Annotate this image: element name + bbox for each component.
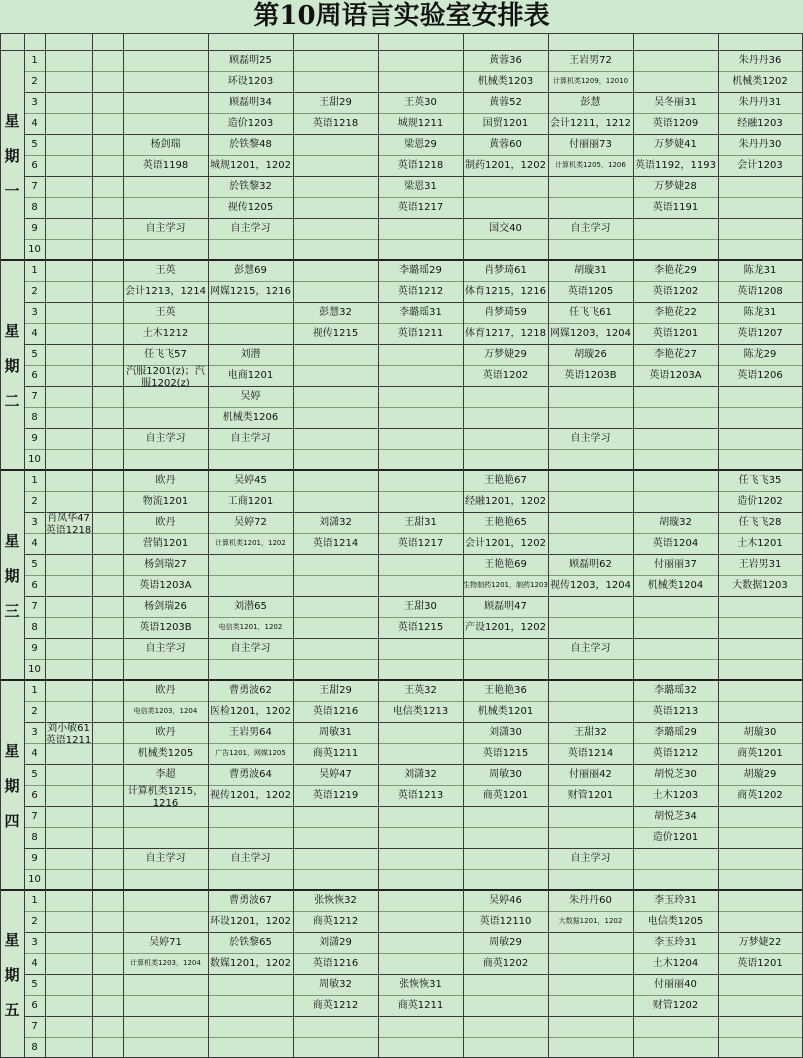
day-label-char: 期 (4, 146, 20, 165)
schedule-cell: 财管1201 (567, 790, 614, 801)
day-label-char: 星 (4, 531, 20, 550)
schedule-cell: 电信类1203，1204 (133, 707, 198, 715)
grid-line (92, 33, 93, 1057)
schedule-cell: 英语1207 (737, 328, 783, 339)
schedule-cell: 刘潜 (240, 349, 261, 360)
day-label-char: 星 (4, 321, 20, 340)
schedule-cell: 万梦婕41 (654, 139, 697, 150)
period-number: 6 (31, 370, 38, 381)
schedule-cell: 英语1203B (564, 370, 617, 381)
schedule-cell: 英语1216 (312, 958, 359, 969)
schedule-cell: 制药1201，1202 (465, 160, 546, 171)
schedule-cell: 王艳艳69 (484, 559, 527, 570)
schedule-cell: 英语1209 (652, 118, 699, 129)
schedule-cell: 会计1201，1202 (465, 538, 546, 549)
schedule-cell: 会计1211，1212 (550, 118, 631, 129)
schedule-cell: 王甜29 (319, 97, 352, 108)
schedule-cell: 体育1217，1218 (465, 328, 546, 339)
period-number: 2 (31, 286, 38, 297)
period-number: 7 (31, 601, 38, 612)
period-number: 8 (31, 832, 38, 843)
grid-line (24, 869, 803, 870)
schedule-cell: 曹勇波67 (229, 895, 272, 906)
schedule-cell: 英语1212 (652, 748, 699, 759)
schedule-cell: 王甜31 (404, 517, 437, 528)
schedule-cell: 王艳艳65 (484, 517, 527, 528)
schedule-cell: 王英 (155, 265, 176, 276)
period-number: 10 (28, 664, 41, 675)
schedule-cell: 陈龙31 (743, 307, 777, 318)
day-label (0, 680, 24, 890)
day-label-char: 三 (4, 601, 20, 620)
schedule-cell: 胡悦芝30 (654, 769, 697, 780)
schedule-cell: 黄蓉36 (489, 55, 522, 66)
period-number: 6 (31, 790, 38, 801)
schedule-cell: 会计1213，1214 (125, 286, 206, 297)
schedule-cell: 网媒1215，1216 (210, 286, 291, 297)
schedule-cell: 英语1216 (312, 706, 359, 717)
period-number: 2 (31, 76, 38, 87)
schedule-cell: 英语1218 (397, 160, 444, 171)
schedule-cell: 视传1205 (227, 202, 274, 213)
schedule-cell: 体育1215，1216 (465, 286, 546, 297)
period-number: 9 (31, 853, 38, 864)
grid-line (0, 33, 803, 34)
grid-line (24, 71, 803, 72)
period-number: 8 (31, 1042, 38, 1053)
schedule-cell: 国交40 (489, 223, 522, 234)
period-number: 3 (31, 937, 38, 948)
schedule-cell: 欧丹 (155, 517, 176, 528)
day-label-char: 星 (4, 111, 20, 130)
schedule-cell: 自主学习 (145, 853, 186, 864)
schedule-cell: 电商1201 (227, 370, 274, 381)
period-number: 5 (31, 769, 38, 780)
schedule-cell: 付丽丽40 (654, 979, 697, 990)
period-number: 5 (31, 979, 38, 990)
schedule-cell: 计算机类1201，1202 (215, 539, 286, 547)
schedule-cell: 机械类1202 (732, 76, 788, 87)
schedule-cell: 李艳花22 (654, 307, 697, 318)
schedule-cell: 城规1201，1202 (210, 160, 291, 171)
period-number: 7 (31, 181, 38, 192)
schedule-cell: 英语1203A (649, 370, 702, 381)
schedule-cell: 周敏32 (319, 979, 352, 990)
schedule-cell: 吴婷45 (234, 475, 267, 486)
schedule-cell: 任飞飞35 (738, 475, 782, 486)
schedule-cell: 顾磊明62 (569, 559, 612, 570)
period-number: 3 (31, 517, 38, 528)
schedule-cell: 商英1201 (737, 748, 783, 759)
period-number: 9 (31, 643, 38, 654)
schedule-cell: 周敏31 (319, 727, 352, 738)
schedule-cell: 城规1211 (397, 118, 444, 129)
schedule-cell: 英语1208 (737, 286, 783, 297)
schedule-cell: 曹勇波64 (229, 769, 272, 780)
period-number: 6 (31, 1000, 38, 1011)
period-number: 5 (31, 559, 38, 570)
schedule-cell: 吴冬丽31 (654, 97, 697, 108)
period-number: 4 (31, 958, 38, 969)
schedule-cell: 刘潇32 (404, 769, 437, 780)
schedule-cell: 英语1206 (737, 370, 783, 381)
schedule-cell: 陈龙29 (743, 349, 777, 360)
schedule-cell: 医检1201，1202 (210, 706, 291, 717)
schedule-cell: 视传1201，1202 (210, 790, 291, 801)
period-number: 7 (31, 391, 38, 402)
schedule-cell: 自主学习 (230, 223, 271, 234)
schedule-cell: 广告1201，网媒1205 (215, 749, 286, 757)
period-number: 8 (31, 412, 38, 423)
schedule-cell: 张恢恢32 (314, 895, 357, 906)
grid-line (24, 239, 803, 240)
schedule-cell: 英语1201 (652, 328, 699, 339)
schedule-cell: 机械类1206 (222, 412, 279, 423)
schedule-cell: 杨剑瑞27 (144, 559, 187, 570)
schedule-cell: 自主学习 (570, 223, 611, 234)
schedule-cell: 自主学习 (230, 643, 271, 654)
schedule-cell: 朱丹丹60 (569, 895, 612, 906)
schedule-cell: 肖梦琦59 (484, 307, 527, 318)
schedule-cell: 胡璇32 (659, 517, 692, 528)
day-label-char: 一 (4, 181, 20, 200)
schedule-cell: 数媒1201，1202 (210, 958, 291, 969)
schedule-cell: 周敏30 (489, 769, 522, 780)
schedule-cell: 吴婷46 (489, 895, 522, 906)
schedule-cell: 土木1203 (652, 790, 699, 801)
schedule-cell: 胡璇26 (574, 349, 607, 360)
schedule-cell: 刘潜65 (234, 601, 267, 612)
grid-line (24, 1016, 803, 1017)
schedule-cell: 商英1201 (482, 790, 529, 801)
schedule-cell: 国贸1201 (482, 118, 529, 129)
schedule-cell: 产设1201，1202 (465, 622, 546, 633)
schedule-cell: 黄蓉52 (489, 97, 522, 108)
sheet-title: 第10周语言实验室安排表 (253, 1, 550, 31)
schedule-cell: 英语1218 (312, 118, 359, 129)
schedule-cell: 自主学习 (570, 853, 611, 864)
schedule-cell: 自主学习 (570, 643, 611, 654)
schedule-cell: 英语1198 (142, 160, 189, 171)
schedule-cell: 大数据1201，1202 (558, 917, 623, 925)
schedule-cell: 商英1202 (482, 958, 529, 969)
schedule-cell: 商英1211 (312, 748, 359, 759)
schedule-cell: 王英30 (404, 97, 437, 108)
schedule-cell: 计算机类1209，12010 (552, 77, 629, 85)
schedule-cell: 机械类1205 (137, 748, 194, 759)
day-separator (0, 469, 803, 471)
schedule-cell: 英语1219 (312, 790, 359, 801)
period-number: 4 (31, 748, 38, 759)
schedule-cell: 英语1203B (139, 622, 192, 633)
schedule-cell: 英语1201 (737, 958, 783, 969)
period-number: 1 (31, 895, 38, 906)
schedule-cell: 王甜30 (404, 601, 437, 612)
schedule-cell: 王甜32 (574, 727, 607, 738)
period-number: 10 (28, 244, 41, 255)
schedule-cell: 土木1212 (142, 328, 189, 339)
schedule-cell: 吴婷71 (149, 937, 182, 948)
day-label (0, 260, 24, 470)
schedule-cell: 商英1212 (312, 916, 359, 927)
period-number: 10 (28, 454, 41, 465)
grid-line (24, 659, 803, 660)
period-number: 1 (31, 55, 38, 66)
schedule-cell: 李玉玲31 (654, 895, 697, 906)
schedule-cell: 机械类1203 (477, 76, 534, 87)
schedule-cell: 环设1203 (227, 76, 274, 87)
schedule-cell: 肖凤华47 英语1218 (45, 513, 92, 536)
schedule-cell: 造价1201 (652, 832, 699, 843)
schedule-cell: 自主学习 (570, 433, 611, 444)
schedule-cell: 英语1213 (397, 790, 444, 801)
schedule-cell: 会计1203 (737, 160, 783, 171)
schedule-cell: 自主学习 (230, 853, 271, 864)
schedule-cell: 机械类1201 (477, 706, 534, 717)
period-number: 9 (31, 433, 38, 444)
day-label-char: 期 (4, 965, 20, 984)
period-number: 8 (31, 622, 38, 633)
schedule-cell: 计算机类1215，1216 (127, 786, 204, 809)
schedule-cell: 任飞飞57 (144, 349, 187, 360)
schedule-cell: 顾磊明47 (484, 601, 527, 612)
schedule-cell: 李艳花27 (654, 349, 697, 360)
period-number: 4 (31, 538, 38, 549)
schedule-cell: 英语1192，1193 (635, 160, 716, 171)
schedule-cell: 欧丹 (155, 727, 176, 738)
grid-line (0, 50, 803, 51)
schedule-cell: 於铁黎65 (229, 937, 272, 948)
schedule-cell: 英语1217 (397, 538, 444, 549)
schedule-cell: 胡悦芝34 (654, 811, 697, 822)
schedule-cell: 王艳艳67 (484, 475, 527, 486)
day-label-char: 期 (4, 776, 20, 795)
schedule-cell: 任飞飞61 (569, 307, 612, 318)
schedule-cell: 吴婷72 (234, 517, 267, 528)
period-number: 5 (31, 139, 38, 150)
schedule-cell: 胡璇31 (574, 265, 607, 276)
schedule-cell: 万梦婕29 (484, 349, 527, 360)
period-number: 1 (31, 265, 38, 276)
period-number: 3 (31, 97, 38, 108)
schedule-cell: 视传1215 (312, 328, 359, 339)
schedule-cell: 土木1204 (652, 958, 699, 969)
schedule-cell: 英语1215 (397, 622, 444, 633)
schedule-cell: 梁恩31 (404, 181, 437, 192)
schedule-cell: 计算机类1205，1206 (555, 161, 626, 169)
schedule-cell: 英语1215 (482, 748, 529, 759)
day-label-char: 四 (4, 811, 20, 830)
schedule-cell: 机械类1204 (647, 580, 704, 591)
period-number: 5 (31, 349, 38, 360)
schedule-cell: 李璐瑶31 (399, 307, 442, 318)
schedule-cell: 万梦婕22 (738, 937, 782, 948)
grid-line (24, 1037, 803, 1038)
schedule-cell: 刘潇32 (319, 517, 352, 528)
schedule-cell: 付丽丽37 (654, 559, 697, 570)
grid-line (24, 449, 803, 450)
schedule-cell: 英语1212 (397, 286, 444, 297)
schedule-cell: 朱丹丹30 (738, 139, 782, 150)
schedule-cell: 经融1201，1202 (465, 496, 546, 507)
schedule-cell: 任飞飞28 (738, 517, 782, 528)
schedule-cell: 土木1201 (737, 538, 783, 549)
schedule-cell: 英语1205 (567, 286, 614, 297)
period-number: 10 (28, 874, 41, 885)
schedule-cell: 欧丹 (155, 475, 176, 486)
schedule-cell: 朱丹丹36 (738, 55, 782, 66)
day-label (0, 890, 24, 1058)
schedule-cell: 黄蓉60 (489, 139, 522, 150)
period-number: 9 (31, 223, 38, 234)
schedule-cell: 肖梦琦61 (484, 265, 527, 276)
schedule-cell: 王岩男64 (229, 727, 272, 738)
schedule-cell: 环设1201，1202 (210, 916, 291, 927)
schedule-cell: 英语1214 (567, 748, 614, 759)
schedule-cell: 生物制药1201，制药1203 (463, 581, 548, 589)
period-number: 7 (31, 811, 38, 822)
schedule-cell: 刘小敏61 英语1211 (45, 723, 92, 746)
schedule-cell: 吴婷 (240, 391, 261, 402)
schedule-cell: 造价1203 (227, 118, 274, 129)
day-label-char: 期 (4, 356, 20, 375)
schedule-cell: 电信类1213 (392, 706, 449, 717)
schedule-cell: 自主学习 (230, 433, 271, 444)
schedule-cell: 英语1214 (312, 538, 359, 549)
period-number: 7 (31, 1021, 38, 1032)
schedule-cell: 朱丹丹31 (738, 97, 782, 108)
schedule-cell: 英语1211 (397, 328, 444, 339)
schedule-cell: 於铁黎32 (229, 181, 272, 192)
schedule-cell: 周敏29 (489, 937, 522, 948)
schedule-cell: 计算机类1203，1204 (130, 959, 201, 967)
day-label (0, 50, 24, 260)
period-number: 6 (31, 160, 38, 171)
schedule-cell: 视传1203，1204 (550, 580, 631, 591)
schedule-cell: 王艳艳36 (484, 685, 527, 696)
period-number: 8 (31, 202, 38, 213)
schedule-cell: 李璐瑶29 (399, 265, 442, 276)
schedule-cell: 商英1202 (737, 790, 783, 801)
schedule-cell: 曹勇波62 (229, 685, 272, 696)
schedule-cell: 欧丹 (155, 685, 176, 696)
schedule-cell: 工商1201 (227, 496, 274, 507)
schedule-cell: 英语1202 (652, 286, 699, 297)
day-label-char: 星 (4, 741, 20, 760)
period-number: 2 (31, 496, 38, 507)
schedule-cell: 胡璇29 (743, 769, 777, 780)
period-number: 4 (31, 328, 38, 339)
day-label-char: 期 (4, 566, 20, 585)
schedule-cell: 王岩男31 (738, 559, 782, 570)
schedule-cell: 杨剑瑞 (150, 139, 181, 150)
schedule-cell: 杨剑瑞26 (144, 601, 187, 612)
schedule-cell: 李玉玲31 (654, 937, 697, 948)
schedule-cell: 商英1212 (312, 1000, 359, 1011)
schedule-cell: 刘潇30 (489, 727, 522, 738)
schedule-cell: 梁恩29 (404, 139, 437, 150)
schedule-cell: 营销1201 (142, 538, 189, 549)
schedule-cell: 刘潇29 (319, 937, 352, 948)
schedule-cell: 李璐瑶32 (654, 685, 697, 696)
day-label-char: 星 (4, 930, 20, 949)
day-label-char: 二 (4, 391, 20, 410)
schedule-cell: 万梦婕28 (654, 181, 697, 192)
schedule-cell: 王甜29 (319, 685, 352, 696)
schedule-cell: 经融1203 (737, 118, 783, 129)
schedule-cell: 顾磊明25 (229, 55, 272, 66)
schedule-cell: 英语1204 (652, 538, 699, 549)
schedule-cell: 汽服1201(z)；汽服1202(z) (126, 366, 205, 389)
schedule-cell: 於铁黎48 (229, 139, 272, 150)
schedule-cell: 造价1202 (737, 496, 783, 507)
schedule-cell: 张恢恢31 (399, 979, 442, 990)
schedule-cell: 王英 (155, 307, 176, 318)
day-label (0, 470, 24, 680)
schedule-cell: 英语1213 (652, 706, 699, 717)
schedule-cell: 网媒1203，1204 (550, 328, 631, 339)
schedule-cell: 彭慧69 (234, 265, 267, 276)
period-number: 4 (31, 118, 38, 129)
schedule-cell: 物流1201 (142, 496, 189, 507)
schedule-cell: 商英1211 (397, 1000, 444, 1011)
schedule-cell: 自主学习 (145, 433, 186, 444)
period-number: 6 (31, 580, 38, 591)
schedule-cell: 顾磊明34 (229, 97, 272, 108)
schedule-cell: 胡璇30 (743, 727, 777, 738)
schedule-cell: 电信类1205 (647, 916, 704, 927)
period-number: 1 (31, 475, 38, 486)
schedule-cell: 吴婷47 (319, 769, 352, 780)
schedule-cell: 英语1217 (397, 202, 444, 213)
schedule-cell: 李璐瑶29 (654, 727, 697, 738)
period-number: 3 (31, 727, 38, 738)
schedule-cell: 彭慧 (580, 97, 601, 108)
schedule-cell: 电信类1201，1202 (218, 623, 283, 631)
schedule-cell: 王英32 (404, 685, 437, 696)
schedule-cell: 付丽丽73 (569, 139, 612, 150)
period-number: 2 (31, 916, 38, 927)
schedule-cell: 自主学习 (145, 643, 186, 654)
schedule-cell: 自主学习 (145, 223, 186, 234)
schedule-cell: 英语12110 (479, 916, 532, 927)
schedule-cell: 陈龙31 (743, 265, 777, 276)
schedule-cell: 李超 (155, 769, 176, 780)
period-number: 3 (31, 307, 38, 318)
day-label-char: 五 (4, 1000, 20, 1019)
schedule-cell: 英语1202 (482, 370, 529, 381)
schedule-cell: 英语1191 (652, 202, 699, 213)
schedule-cell: 王岩男72 (569, 55, 612, 66)
period-number: 1 (31, 685, 38, 696)
schedule-cell: 付丽丽42 (569, 769, 612, 780)
schedule-cell: 英语1203A (139, 580, 192, 591)
schedule-cell: 财管1202 (652, 1000, 699, 1011)
schedule-cell: 李艳花29 (654, 265, 697, 276)
schedule-cell: 大数据1203 (732, 580, 788, 591)
schedule-cell: 彭慧32 (319, 307, 352, 318)
period-number: 2 (31, 706, 38, 717)
